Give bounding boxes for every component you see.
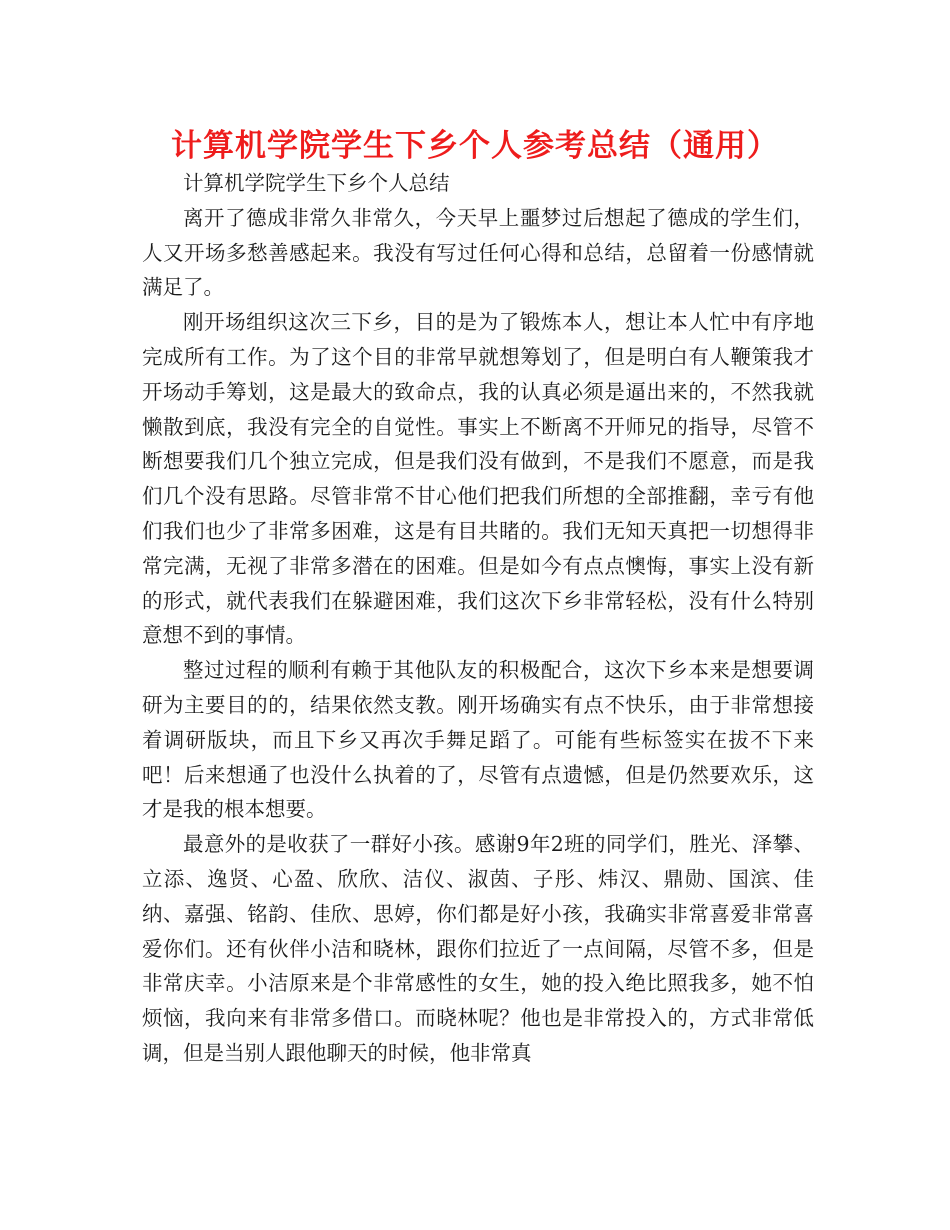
- document-title: 计算机学院学生下乡个人参考总结（通用）: [171, 128, 779, 164]
- paragraph: 整过过程的顺利有赖于其他队友的积极配合，这次下乡本来是想要调研为主要目的的，结果依然支教。刚开场确实有点不快乐，由于非常想接着调研版块，而且下乡又再次手舞足蹈了。可能有些标签实在拔不下来吧！后来想通了也没什么执着的了，尽管有点遗憾，但是仍然要欢乐，这才是我的根本想要。: [142, 658, 814, 822]
- paragraph: 最意外的是收获了一群好小孩。感谢9年2班的同学们，胜光、泽攀、立添、逸贤、心盈、欣欣、洁仪、淑茵、子彤、炜汉、鼎勋、国滨、佳纳、嘉强、铭韵、佳欣、思婷，你们都是好小孩，我确实非常喜爱非常喜爱你们。还有伙伴小洁和晓林，跟你们拉近了一点间隔，尽管不多，但是非常庆幸。小洁原来是个非常感性的女生，她的投入绝比照我多，她不怕烦恼，我向来有非常多借口。而晓林呢？他也是非常投入的，方式非常低调，但是当别人跟他聊天的时候，他非常真: [142, 832, 814, 1065]
- document-body: [142, 166, 814, 1071]
- paragraph: 刚开场组织这次三下乡，目的是为了锻炼本人，想让本人忙中有序地完成所有工作。为了这个目的非常早就想筹划了，但是明白有人鞭策我才开场动手筹划，这是最大的致命点，我的认真必须是逼出来的，不然我就懒散到底，我没有完全的自觉性。事实上不断离不开师兄的指导，尽管不断想要我们几个独立完成，但是我们没有做到，不是我们不愿意，而是我们几个没有思路。尽管非常不甘心他们把我们所想的全部推翻，幸亏有他们我们也少了非常多困难，这是有目共睹的。我们无知天真把一切想得非常完满，无视了非常多潜在的困难。但是如今有点点懊悔，事实上没有新的形式，就代表我们在躲避困难，我们这次下乡非常轻松，没有什么特别意想不到的事情。: [142, 310, 814, 648]
- document-subtitle: 计算机学院学生下乡个人总结: [183, 171, 450, 195]
- paragraph: 离开了德成非常久非常久，今天早上噩梦过后想起了德成的学生们，人又开场多愁善感起来。我没有写过任何心得和总结，总留着一份感情就满足了。: [142, 205, 814, 300]
